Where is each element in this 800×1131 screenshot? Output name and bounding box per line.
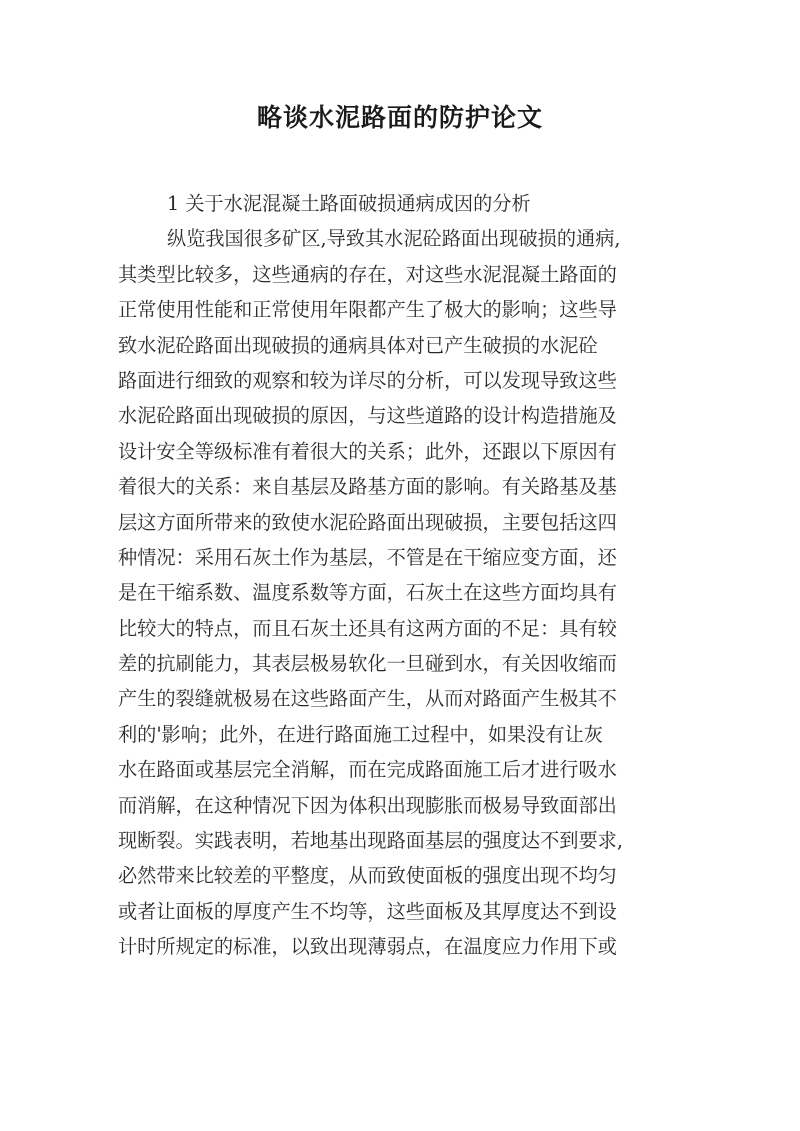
paragraph-line: 层这方面所带来的致使水泥砼路面出现破损，主要包括这四 [118,510,617,534]
paragraph-line: 水泥砼路面出现破损的原因，与这些道路的设计构造措施及 [118,404,617,428]
paragraph-line: 是在干缩系数、温度系数等方面，石灰土在这些方面均具有 [118,581,617,605]
section-heading: 1 关于水泥混凝土路面破损通病成因的分析 [167,192,531,215]
paragraph-line: 设计安全等级标准有着很大的关系；此外，还跟以下原因有 [118,439,617,463]
document-title: 略谈水泥路面的防护论文 [256,103,543,132]
paragraph-line: 比较大的特点，而且石灰土还具有这两方面的不足：具有较 [118,616,617,640]
paragraph-line: 差的抗刷能力，其表层极易软化一旦碰到水，有关因收缩而 [118,652,617,676]
paragraph-line: 产生的裂缝就极易在这些路面产生，从而对路面产生极其不 [118,687,617,711]
paragraph-line: 水在路面或基层完全消解，而在完成路面施工后才进行吸水 [118,758,617,782]
paragraph-line: 计时所规定的标准，以致出现薄弱点，在温度应力作用下或 [118,935,617,959]
paragraph-line: 或者让面板的厚度产生不均等，这些面板及其厚度达不到设 [118,899,617,923]
paragraph-line: 种情况：采用石灰土作为基层，不管是在干缩应变方面，还 [118,545,617,569]
paragraph-line: 利的'影响；此外，在进行路面施工过程中，如果没有让灰 [118,722,603,746]
paragraph-line: 路面进行细致的观察和较为详尽的分析，可以发现导致这些 [118,368,617,392]
paragraph-line: 致水泥砼路面出现破损的通病具体对已产生破损的水泥砼 [118,333,598,357]
paragraph-line: 其类型比较多，这些通病的存在，对这些水泥混凝土路面的 [118,262,617,286]
paragraph-line: 必然带来比较差的平整度，从而致使面板的强度出现不均匀 [118,864,617,888]
paragraph-line: 正常使用性能和正常使用年限都产生了极大的影响；这些导 [118,298,617,322]
paragraph-line: 现断裂。实践表明，若地基出现路面基层的强度达不到要求, [118,829,623,853]
document-body [118,186,688,965]
paragraph-line: 纵览我国很多矿区,导致其水泥砼路面出现破损的通病, [167,227,621,251]
paragraph-line: 而消解，在这种情况下因为体积出现膨胀而极易导致面部出 [118,793,617,817]
paragraph-line: 着很大的关系：来自基层及路基方面的影响。有关路基及基 [118,475,617,499]
